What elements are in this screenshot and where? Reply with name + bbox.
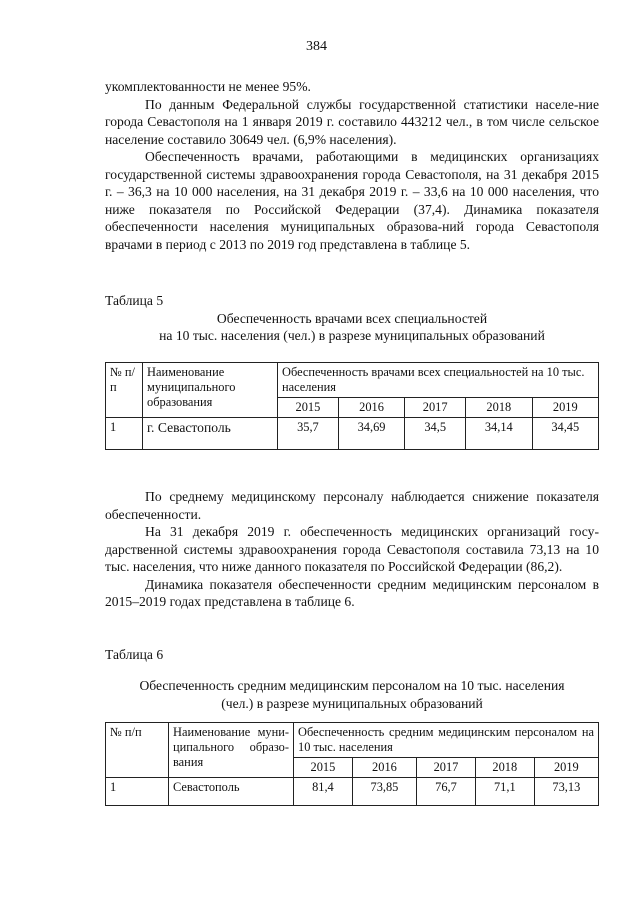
table-header-year: 2016	[352, 758, 416, 778]
table6-label: Таблица 6	[105, 647, 164, 662]
table6-section	[105, 646, 599, 664]
middle-text	[105, 488, 599, 611]
paragraph: Динамика показателя обеспеченности средним медицинским персоналом в 2015–2019 годах представлена в таблице 6.	[105, 576, 599, 609]
table-cell: 76,7	[417, 778, 476, 806]
table-header-name: Наименование муни-ципального образо-вания	[169, 723, 294, 778]
table5	[105, 362, 599, 450]
table6-title-wrap	[105, 677, 599, 712]
table-header-year: 2017	[417, 758, 476, 778]
page-number: 384	[306, 39, 327, 54]
table-cell: 34,14	[466, 418, 532, 450]
table6-title: (чел.) в разрезе муниципальных образований	[221, 695, 483, 711]
table-header-year: 2019	[534, 758, 598, 778]
paragraph: По среднему медицинскому персоналу наблюдается снижение показателя обеспеченности.	[105, 489, 599, 522]
table-cell: 34,5	[405, 418, 466, 450]
table-header-name: Наименование муниципального образования	[143, 363, 278, 418]
table-cell: 71,1	[475, 778, 534, 806]
table-header-num: № п/п	[106, 363, 143, 418]
table-cell: Севастополь	[169, 778, 294, 806]
table-header-year: 2015	[294, 758, 353, 778]
table-cell: 73,85	[352, 778, 416, 806]
paragraph: укомплектованности не менее 95%.	[105, 79, 311, 94]
table-cell: 73,13	[534, 778, 598, 806]
table-header-year: 2018	[475, 758, 534, 778]
table-header-year: 2019	[532, 398, 598, 418]
table-cell: 81,4	[294, 778, 353, 806]
table6-title: Обеспеченность средним медицинским персоналом на 10 тыс. населения	[139, 678, 565, 693]
table-header-year: 2015	[278, 398, 339, 418]
table5-title: на 10 тыс. населения (чел.) в разрезе муниципальных образований	[159, 328, 545, 343]
table-row	[106, 418, 599, 450]
paragraph: На 31 декабря 2019 г. обеспеченность медицинских организаций госу-дарственной системы здравоохранения города Севастополя составила 73,13 на 10 тыс. населения, что ниже данного показателя по Российской Федерации (86,2).	[105, 524, 599, 574]
table-cell: 34,45	[532, 418, 598, 450]
table5-section	[105, 292, 599, 345]
table-cell: 34,69	[338, 418, 404, 450]
table-row	[106, 778, 599, 806]
table-header-group: Обеспеченность средним медицинским персоналом на 10 тыс. населения	[294, 723, 599, 758]
table5-label: Таблица 5	[105, 293, 164, 308]
table-cell: г. Севастополь	[143, 418, 278, 450]
paragraph: Обеспеченность врачами, работающими в медицинских организациях государственной системы здравоохранения города Севастополя, на 31 декабря 2015 г. – 36,3 на 10 000 населения, на 31 декабря 2019 г. – 33,6 на 10 000 населения, что ниже показателя по Российской Федерации (37,4). Динамика показателя обеспеченности населения муниципальных образова-ний города Севастополя врачами в период с 2013 по 2019 год представлена в таблице 5.	[105, 149, 599, 252]
table-header-num: № п/п	[106, 723, 169, 778]
table6-wrap	[105, 722, 599, 806]
table-header-group: Обеспеченность врачами всех специальностей на 10 тыс. населения	[278, 363, 599, 398]
table-header-year: 2017	[405, 398, 466, 418]
intro-text	[105, 78, 599, 253]
table-cell: 1	[106, 778, 169, 806]
table-cell: 35,7	[278, 418, 339, 450]
table5-title: Обеспеченность врачами всех специальностей	[216, 310, 488, 326]
paragraph: По данным Федеральной службы государственной статистики населе-ние города Севастополя на 1 января 2019 г. составило 443212 чел., в том числе сельское население составило 30649 чел. (6,9% населения).	[105, 96, 599, 147]
table6	[105, 722, 599, 806]
table-cell: 1	[106, 418, 143, 450]
table-header-year: 2016	[338, 398, 404, 418]
table-header-year: 2018	[466, 398, 532, 418]
table5-wrap	[105, 362, 599, 450]
